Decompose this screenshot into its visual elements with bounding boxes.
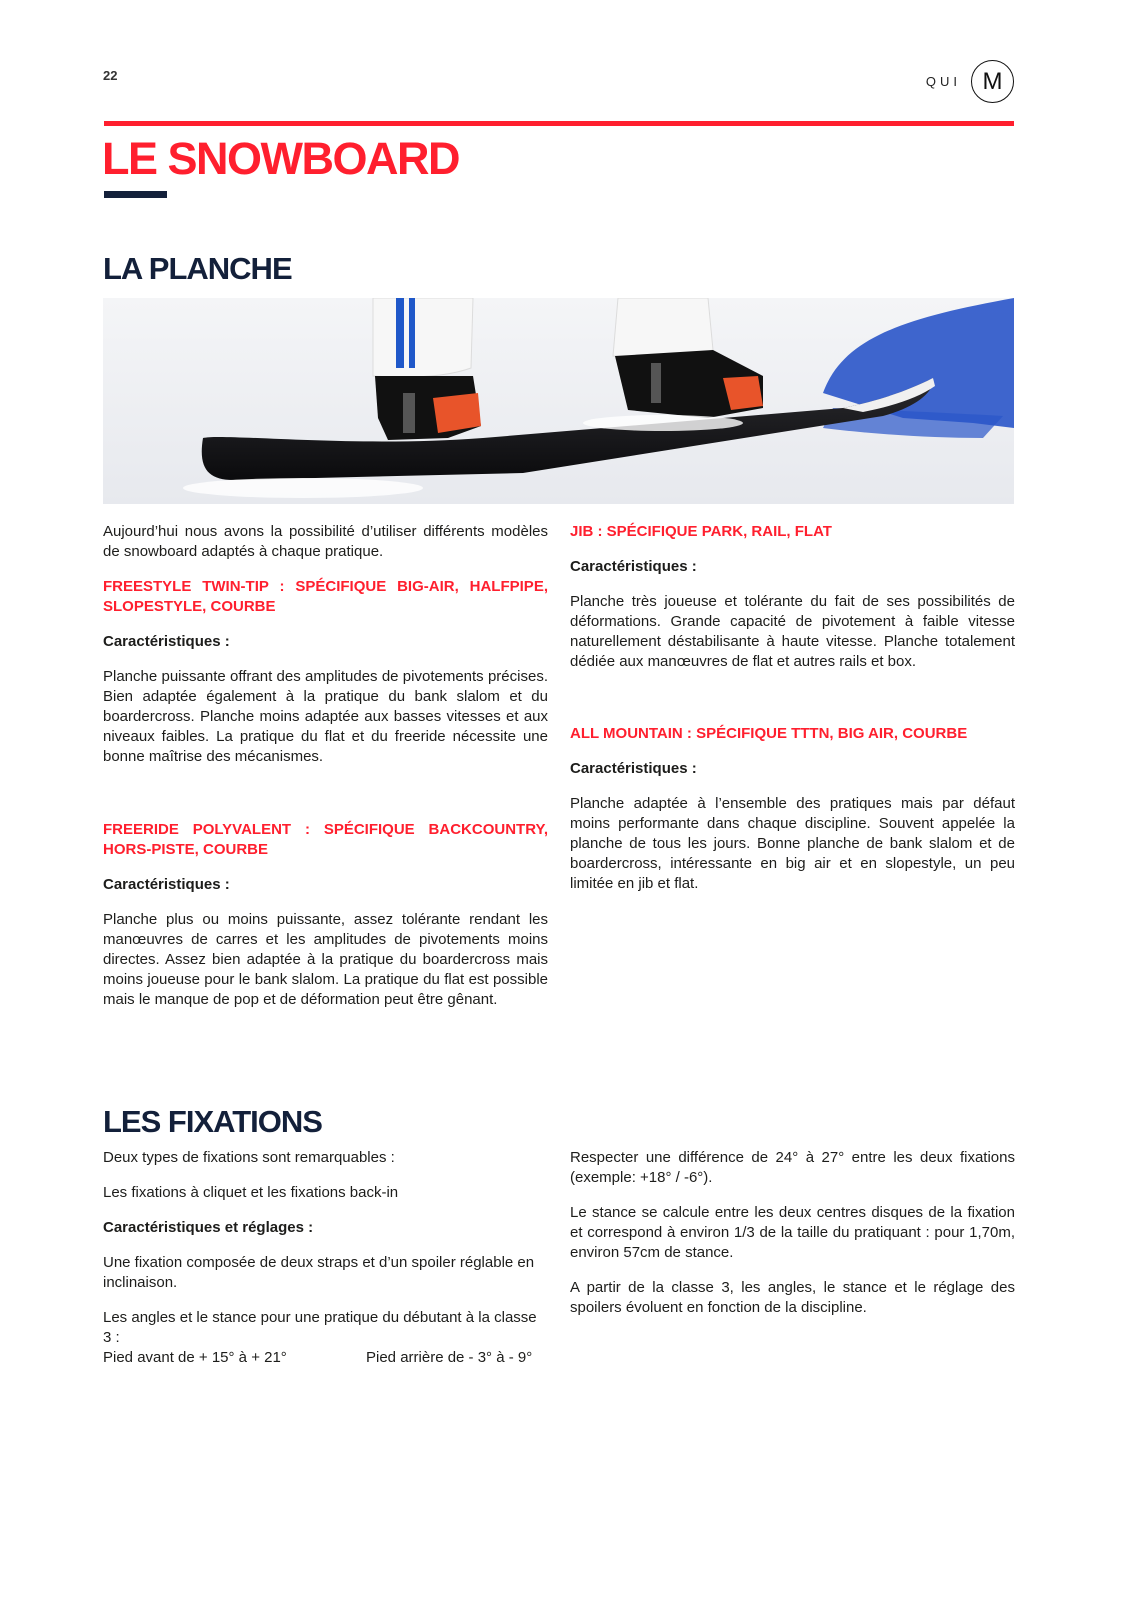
page-number: 22 [103, 68, 118, 83]
snowboard-photo-illustration [103, 298, 1014, 504]
board-heading-freeride: FREERIDE POLYVALENT : SPÉCIFIQUE BACKCOUNTRY, HORS-PISTE, COURBE [103, 821, 548, 858]
board-label-jib: Caractéristiques : [570, 558, 697, 575]
board-text-jib: Planche très joueuse et tolérante du fait de ses possibilités de déformations. Grande capacité de pivotement à faible vitesse naturellement déstabilisante à haute vitesse. Planche totalement dédiée aux manœuvres de flat et autres rails et box. [570, 593, 1015, 670]
fixations-description: Une fixation composée de deux straps et d’un spoiler réglable en inclinaison. [103, 1254, 535, 1291]
brand-logo-icon: M [971, 60, 1014, 103]
foot-angles-row [103, 1348, 548, 1368]
top-rule-divider [104, 121, 1014, 126]
board-heading-freestyle: FREESTYLE TWIN-TIP : SPÉCIFIQUE BIG-AIR, HALFPIPE, SLOPESTYLE, COURBE [103, 578, 548, 615]
fixations-label: Caractéristiques et réglages : [103, 1219, 314, 1236]
freeride-block [103, 820, 548, 1010]
board-heading-all-mountain: ALL MOUNTAIN : SPÉCIFIQUE TTTN, BIG AIR, COURBE [570, 725, 968, 742]
board-heading-jib: JIB : SPÉCIFIQUE PARK, RAIL, FLAT [570, 523, 832, 540]
front-foot-angle: Pied avant de + 15° à + 21° [103, 1349, 287, 1366]
board-text-all-mountain: Planche adaptée à l’ensemble des pratiques mais par défaut moins performante dans chaque discipline. Souvent appelée la planche de tous les jours. Bonne planche de bank slalom et de boardercross, intéressante en big air et en slopestyle, un peu limitée en jib et flat. [570, 795, 1015, 892]
fixations-types: Les fixations à cliquet et les fixations back-in [103, 1184, 399, 1201]
fixations-right-column [570, 1148, 1015, 1318]
section-title-fixations: LES FIXATIONS [103, 1104, 322, 1139]
title-underline [104, 191, 167, 198]
fixations-stance: Le stance se calcule entre les deux centres disques de la fixation et correspond à environ 1/3 de la taille du pratiquant : pour 1,70m, environ 57cm de stance. [570, 1204, 1015, 1261]
all-mountain-block [570, 724, 1015, 894]
board-label-freestyle: Caractéristiques : [103, 633, 230, 650]
planche-left-column [103, 522, 548, 767]
jib-block [570, 522, 1015, 672]
board-text-freestyle: Planche puissante offrant des amplitudes de pivotements précises. Bien adaptée également à la pratique du bank slalom et du boardercross. Planche moins adaptée aux basses vitesses et aux niveaux faibles. La pratique du flat et du freeride nécessite une bonne maîtrise des mécanismes. [103, 668, 548, 765]
fixations-types-intro: Deux types de fixations sont remarquables : [103, 1149, 395, 1166]
board-text-freeride: Planche plus ou moins puissante, assez tolérante rendant les manœuvres de carres et les amplitudes de pivotements moins directes. Assez bien adaptée à la pratique du boardercross mais moins joueuse pour le bank slalom. La pratique du flat est possible mais le manque de pop et de déformation peut être gênant. [103, 911, 548, 1008]
planche-intro: Aujourd’hui nous avons la possibilité d’utiliser différents modèles de snowboard adaptés à chaque pratique. [103, 523, 548, 560]
fixations-beginner-intro: Les angles et le stance pour une pratique du débutant à la classe 3 : [103, 1309, 537, 1346]
fixations-left-column [103, 1148, 548, 1368]
board-label-all-mountain: Caractéristiques : [570, 760, 697, 777]
brand [926, 60, 1014, 103]
board-label-freeride: Caractéristiques : [103, 876, 230, 893]
back-foot-angle: Pied arrière de - 3° à - 9° [366, 1349, 533, 1366]
page-title: LE SNOWBOARD [102, 133, 459, 184]
brand-word: QUI [925, 74, 961, 89]
snowboard-photo [103, 298, 1014, 504]
section-title-planche: LA PLANCHE [103, 251, 292, 286]
fixations-difference: Respecter une différence de 24° à 27° entre les deux fixations (exemple: +18° / -6°). [570, 1149, 1015, 1186]
fixations-advanced: A partir de la classe 3, les angles, le stance et le réglage des spoilers évoluent en fonction de la discipline. [570, 1279, 1015, 1316]
